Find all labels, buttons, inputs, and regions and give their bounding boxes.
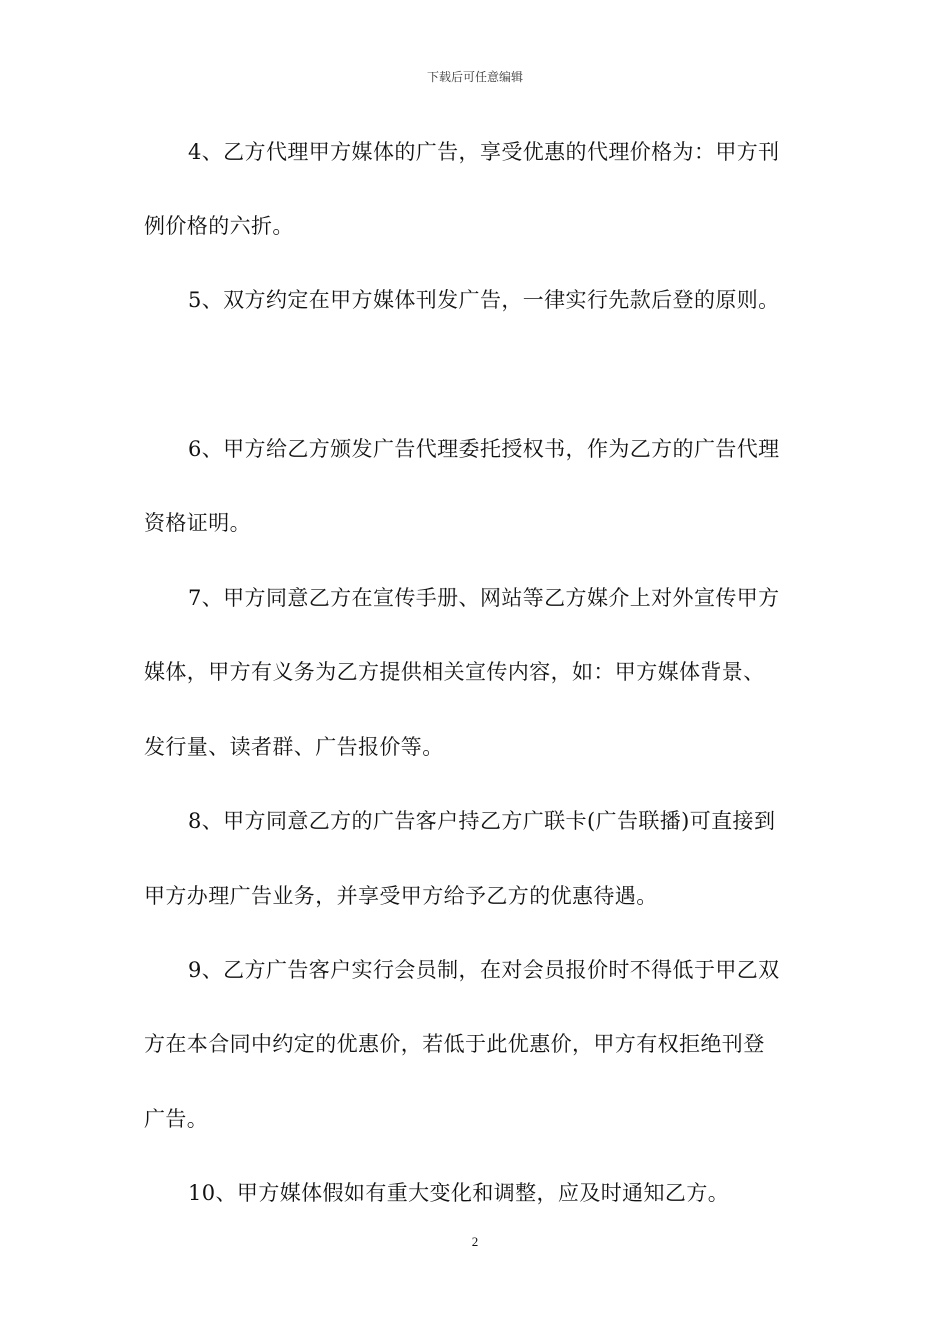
clause-6-line-2: 资格证明。	[144, 511, 251, 535]
clause-9-line-1: 9、乙方广告客户实行会员制，在对会员报价时不得低于甲乙双	[188, 958, 780, 982]
clause-4-line-1: 4、乙方代理甲方媒体的广告，享受优惠的代理价格为：甲方刊	[188, 140, 780, 164]
clause-9-line-3: 广告。	[144, 1107, 209, 1131]
clause-9-line-2: 方在本合同中约定的优惠价，若低于此优惠价，甲方有权拒绝刊登	[144, 1032, 765, 1056]
clause-7-line-2: 媒体，甲方有义务为乙方提供相关宣传内容，如：甲方媒体背景、	[144, 660, 765, 684]
page-number: 2	[471, 1234, 479, 1249]
page-header-note: 下载后可任意编辑	[426, 70, 523, 84]
clause-7-line-1: 7、甲方同意乙方在宣传手册、网站等乙方媒介上对外宣传甲方	[188, 586, 780, 610]
clause-10-line-1: 10、甲方媒体假如有重大变化和调整，应及时通知乙方。	[188, 1181, 730, 1205]
clause-6-line-1: 6、甲方给乙方颁发广告代理委托授权书，作为乙方的广告代理	[188, 437, 780, 461]
clause-5-line-1: 5、双方约定在甲方媒体刊发广告，一律实行先款后登的原则。	[188, 288, 780, 312]
clause-8-line-1: 8、甲方同意乙方的广告客户持乙方广联卡(广告联播)可直接到	[188, 809, 776, 833]
clause-8-line-2: 甲方办理广告业务，并享受甲方给予乙方的优惠待遇。	[144, 884, 658, 908]
clause-4-line-2: 例价格的六折。	[144, 214, 294, 238]
clause-7-line-3: 发行量、读者群、广告报价等。	[144, 735, 444, 759]
